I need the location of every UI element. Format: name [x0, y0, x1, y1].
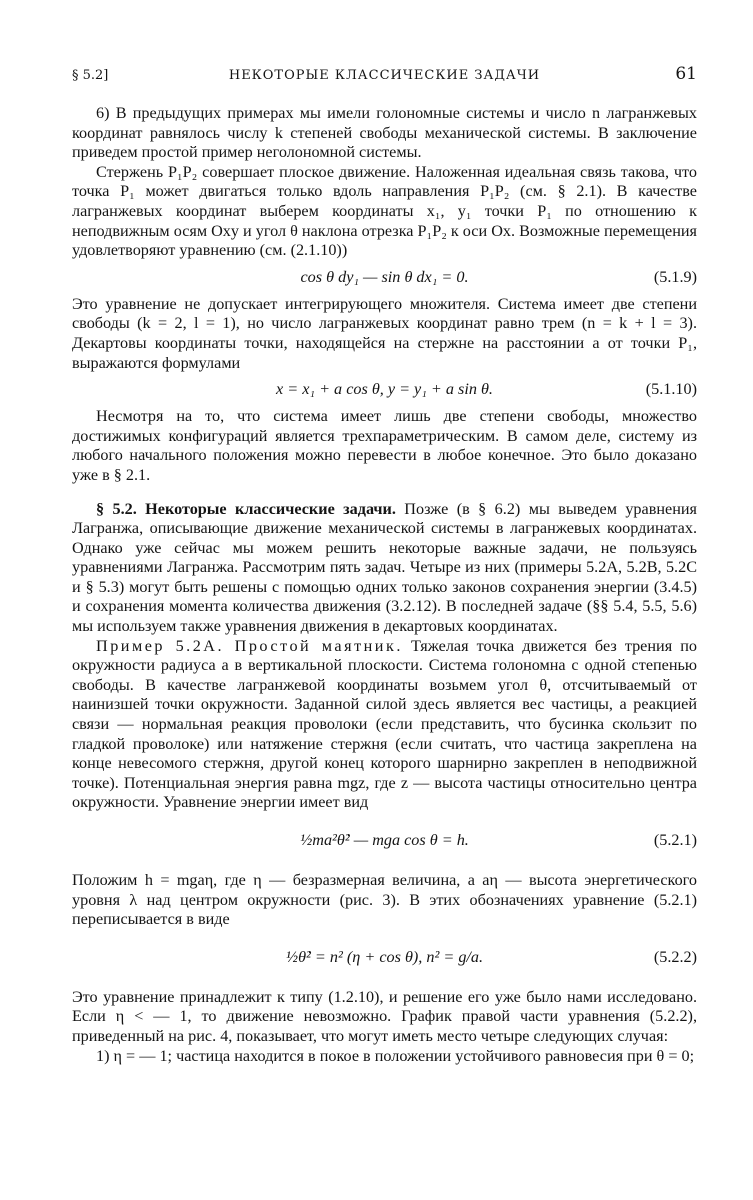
equation-number: (5.1.9) — [653, 267, 697, 286]
equation-number: (5.2.2) — [653, 947, 697, 966]
equation-number: (5.2.1) — [653, 831, 697, 849]
paragraph-equation-type: Это уравнение принадлежит к типу (1.2.10), и решение его уже было нами исследовано. Если η < — 1, то движение невозможно. График правой части уравнения (5.2.2), приведенный на рис. 4, показывает, что могут иметь место четыре следующих случая: — [72, 987, 697, 1045]
page-number: 61 — [675, 64, 697, 84]
equation-formula: ½θ̇² = n² (η + cos θ), n² = g/a. — [285, 947, 484, 966]
section-heading: § 5.2. Некоторые классические задачи. — [96, 499, 396, 518]
running-header — [72, 64, 697, 86]
equation-formula: x = x₁ + a cos θ, y = y₁ + a sin θ. — [276, 380, 493, 399]
page-body — [72, 104, 697, 1066]
example-5-2a-paragraph — [72, 637, 697, 813]
section-text: Позже (в § 6.2) мы выведем уравнения Лагранжа, описывающие движение механической системы в лагранжевых координатах. Однако уже сейчас мы можем решить некоторые важные задачи, не пользуясь уравнениями Лагранжа. Рассмотрим пять задач. Четыре из них (примеры 5.2A, 5.2B, 5.2C и § 5.3) могут быть решены с помощью одних только законов сохранения энергии (3.4.5) и сохранения момента количества движения (3.2.12). В последней задаче (§§ 5.4, 5.5, 5.6) мы используем также уравнения движения в декартовых координатах. — [72, 499, 697, 636]
equation-number: (5.1.10) — [645, 380, 697, 399]
equation-5-1-10 — [72, 377, 697, 403]
header-title: НЕКОТОРЫЕ КЛАССИЧЕСКИЕ ЗАДАЧИ — [228, 68, 541, 83]
paragraph-rod-example: Стержень P₁P₂ совершает плоское движение. Наложенная идеальная связь такова, что точка P₁ может двигаться только вдоль направления P₁P₂ (см. § 2.1). В качестве лагранжевых координат выберем координаты x₁, y₁ точки P₁ по отношению к неподвижным осям Oxy и угол θ наклона отрезка P₁P₂ к оси Ox. Возможные перемещения удовлетворяют уравнению (см. (2.1.10)) — [72, 162, 697, 260]
equation-formula: cos θ dy₁ — sin θ dx₁ = 0. — [300, 267, 469, 286]
header-section: § 5.2] — [72, 68, 109, 83]
paragraph-nonholonomic-intro: 6) В предыдущих примерах мы имели голономные системы и число n лагранжевых координат равнялось числу k степеней свободы механической системы. В заключение приведем простой пример неголономной системы. — [72, 104, 697, 162]
equation-5-1-9 — [72, 265, 697, 291]
paragraph-configurations: Несмотря на то, что система имеет лишь две степени свободы, множество достижимых конфигураций является трехпараметрическим. В самом деле, систему из любого начального положения можно перевести в любое конечное. Это было доказано уже в § 2.1. — [72, 407, 697, 484]
paragraph-case-1: 1) η = — 1; частица находится в покое в положении устойчивого равновесия при θ = 0; — [96, 1046, 695, 1065]
section-5-2-paragraph — [72, 500, 697, 637]
example-text: Тяжелая точка движется без трения по окружности радиуса a в вертикальной плоскости. Система голономна с одной степенью свободы. В качестве лагранжевой координаты возьмем угол θ, отсчитываемый от наинизшей точки окружности. Заданной силой здесь является вес частицы, а реакцией связи — нормальная реакция проволоки (если представить, что бусинка скользит по гладкой проволоке) или натяжение стержня (если считать, что частица закреплена на конце невесомого стержня, другой конец которого шарнирно закреплен в неподвижной точке). Потенциальная энергия равна mgz, где z — высота частицы относительно центра окружности. Уравнение энергии имеет вид — [72, 636, 697, 812]
equation-5-2-1 — [72, 819, 697, 865]
paragraph-energy-level: Положим h = mgaη, где η — безразмерная величина, а aη — высота энергетического уровня λ над центром окружности (рис. 3). В этих обозначениях уравнение (5.2.1) переписывается в виде — [72, 871, 697, 929]
equation-5-2-2 — [72, 936, 697, 982]
equation-formula: ½ma²θ̇² — mga cos θ = h. — [300, 831, 469, 849]
example-heading: Пример 5.2A. Простой маятник. — [96, 636, 403, 655]
paragraph-integrating-factor: Это уравнение не допускает интегрирующего множителя. Система имеет две степени свободы (k = 2, l = 1), но число лагранжевых координат равно трем (n = k + l = 3). Декартовы координаты точки, находящейся на стержне на расстоянии a от точки P₁, выражаются формулами — [72, 294, 697, 372]
